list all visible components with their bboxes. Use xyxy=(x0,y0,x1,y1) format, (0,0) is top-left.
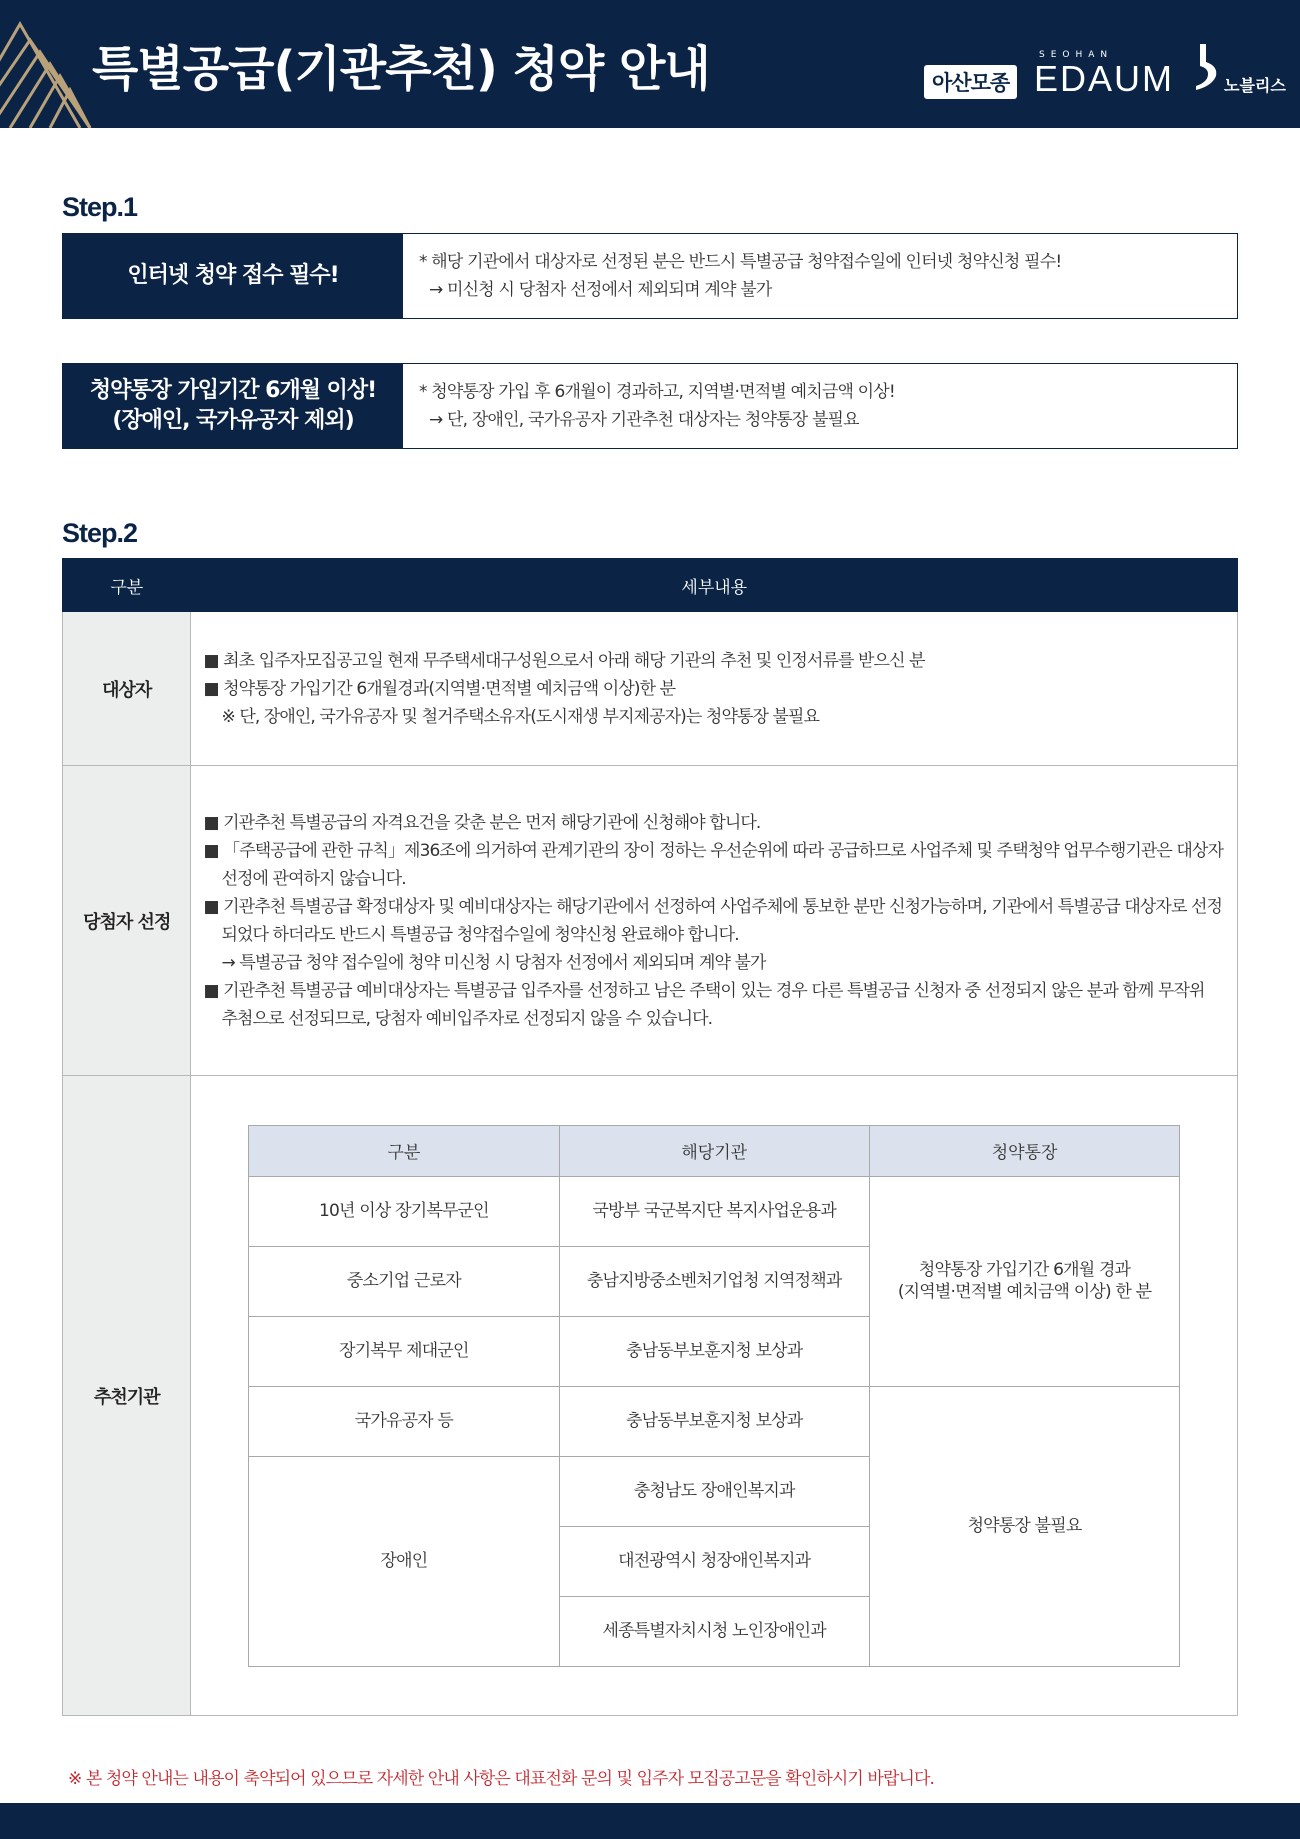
notice-text: ※ 본 청약 안내는 내용이 축약되어 있으므로 자세한 안내 사항은 대표전화 문의 및 입주자 모집공고문을 확인하시기 바랍니다. xyxy=(68,1769,935,1789)
table-header-category: 구분 xyxy=(63,559,191,612)
agency-type: 중소기업 근로자 xyxy=(249,1246,559,1316)
agency-account-not-required: 청약통장 불필요 xyxy=(869,1386,1179,1666)
row-label-agency: 추천기관 xyxy=(63,1076,191,1716)
requirement-line: * 해당 기관에서 대상자로 선정된 분은 반드시 특별공급 청약접수일에 인터넷 청약신청 필수! xyxy=(419,252,1062,272)
agency-org: 충남동부보훈지청 보상과 xyxy=(559,1316,869,1386)
requirement-title: 인터넷 청약 접수 필수! xyxy=(63,234,403,318)
content-line: → 특별공급 청약 접수일에 청약 미신청 시 당첨자 선정에서 제외되며 계약 불가 xyxy=(221,952,766,973)
content-line: 선정에 관여하지 않습니다. xyxy=(221,868,406,889)
agency-org: 대전광역시 청장애인복지과 xyxy=(559,1526,869,1596)
brand-mark-icon xyxy=(1192,42,1220,92)
page-footer-bar xyxy=(0,1803,1300,1839)
content-line: ■ 기관추천 특별공급 확정대상자 및 예비대상자는 해당기관에서 선정하여 사업주체에 통보한 분만 신청가능하며, 기관에서 특별공급 대상자로 선정 xyxy=(203,896,1223,917)
row-content-winner xyxy=(191,766,1238,1076)
brand-wordmark: EDAUM xyxy=(1034,58,1175,99)
agency-header-row xyxy=(249,1125,1180,1176)
content-line: ■ 기관추천 특별공급의 자격요건을 갖춘 분은 먼저 해당기관에 신청해야 합니다. xyxy=(203,812,761,833)
brand-logo xyxy=(924,38,1286,99)
agency-table xyxy=(248,1125,1180,1667)
content-line: ■ 최초 입주자모집공고일 현재 무주택세대구성원으로서 아래 해당 기관의 추천 및 인정서류를 받으신 분 xyxy=(203,650,925,671)
agency-type: 장기복무 제대군인 xyxy=(249,1316,559,1386)
table-header-details: 세부내용 xyxy=(191,559,1238,612)
content-line: ■ 기관추천 특별공급 예비대상자는 특별공급 입주자를 선정하고 남은 주택이 있는 경우 다른 특별공급 신청자 중 선정되지 않은 분과 함께 무작위 xyxy=(203,980,1205,1001)
requirement-account xyxy=(62,363,1238,449)
row-label-winner: 당첨자 선정 xyxy=(63,766,191,1076)
agency-type: 장애인 xyxy=(249,1456,559,1666)
agency-row xyxy=(249,1386,1180,1456)
agency-org: 국방부 국군복지단 복지사업운용과 xyxy=(559,1176,869,1246)
requirement-title: 청약통장 가입기간 6개월 이상! (장애인, 국가유공자 제외) xyxy=(63,364,403,448)
agency-header-org: 해당기관 xyxy=(559,1125,869,1176)
agency-org: 충남동부보훈지청 보상과 xyxy=(559,1386,869,1456)
row-content-target xyxy=(191,612,1238,766)
agency-type: 국가유공자 등 xyxy=(249,1386,559,1456)
agency-org: 세종특별자치시청 노인장애인과 xyxy=(559,1596,869,1666)
content-line: 되었다 하더라도 반드시 특별공급 청약접수일에 청약신청 완료해야 합니다. xyxy=(221,924,739,945)
requirement-line: → 단, 장애인, 국가유공자 기관추천 대상자는 청약통장 불필요 xyxy=(429,410,859,430)
agency-header-type: 구분 xyxy=(249,1125,559,1176)
requirement-desc xyxy=(403,364,1237,448)
page-header xyxy=(0,0,1300,128)
table-row-winner xyxy=(63,766,1238,1076)
brand-sub: SEOHAN xyxy=(1039,50,1114,60)
table-row-agency xyxy=(63,1076,1238,1716)
requirement-line: → 미신청 시 당첨자 선정에서 제외되며 계약 불가 xyxy=(429,280,772,300)
step2-label: Step.2 xyxy=(62,518,138,548)
agency-row xyxy=(249,1176,1180,1246)
content-line: 추첨으로 선정되므로, 당첨자 예비입주자로 선정되지 않을 수 있습니다. xyxy=(221,1008,713,1029)
page-title: 특별공급(기관추천) 청약 안내 xyxy=(92,41,710,97)
content-line: ※ 단, 장애인, 국가유공자 및 철거주택소유자(도시재생 부지제공자)는 청약통장 불필요 xyxy=(221,706,820,727)
requirement-internet xyxy=(62,233,1238,319)
agency-org: 충남지방중소벤처기업청 지역정책과 xyxy=(559,1246,869,1316)
requirement-desc xyxy=(403,234,1237,318)
agency-org: 충청남도 장애인복지과 xyxy=(559,1456,869,1526)
brand-tag: 노블리스 xyxy=(1224,76,1286,95)
row-label-target: 대상자 xyxy=(63,612,191,766)
table-row-target xyxy=(63,612,1238,766)
details-table xyxy=(62,558,1238,1716)
agency-type: 10년 이상 장기복무군인 xyxy=(249,1176,559,1246)
brand-badge: 아산모종 xyxy=(924,65,1017,99)
agency-header-account: 청약통장 xyxy=(869,1125,1179,1176)
content-line: ■ 청약통장 가입기간 6개월경과(지역별·면적별 예치금액 이상)한 분 xyxy=(203,678,676,699)
row-content-agency xyxy=(191,1076,1238,1716)
content-line: ■ 「주택공급에 관한 규칙」제36조에 의거하여 관계기관의 장이 정하는 우선순위에 따라 공급하므로 사업주체 및 주택청약 업무수행기관은 대상자 xyxy=(203,840,1223,861)
step1-label: Step.1 xyxy=(62,192,138,222)
agency-account-required: 청약통장 가입기간 6개월 경과 (지역별·면적별 예치금액 이상) 한 분 xyxy=(869,1176,1179,1386)
requirement-line: * 청약통장 가입 후 6개월이 경과하고, 지역별·면적별 예치금액 이상! xyxy=(419,382,895,402)
table-header-row xyxy=(63,559,1238,612)
